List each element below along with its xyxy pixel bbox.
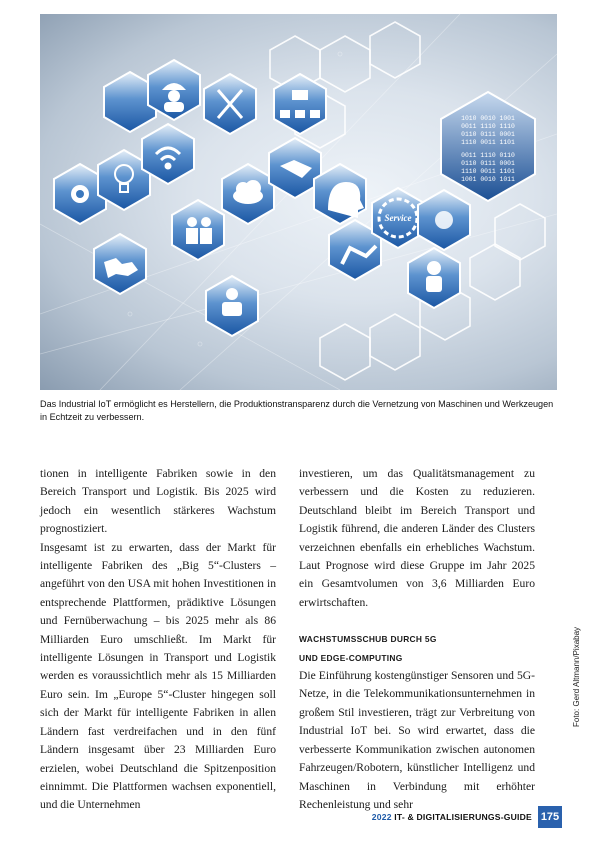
- section-heading-line: WACHSTUMSSCHUB DURCH 5G: [299, 634, 437, 645]
- photo-credit: Foto: Gerd Altmann/Pixabay: [572, 626, 581, 727]
- paragraph: tionen in intelligente Fabriken sowie in den Bereich Transport und Logistik. Bis 2025 wird jedoch ein wesentlich stärkeres Wachstum prognostiziert.: [40, 467, 276, 536]
- section-heading: [299, 630, 535, 667]
- iot-hexagon-photo: [40, 14, 557, 390]
- footer-year: 2022: [371, 812, 392, 822]
- page-number: 175: [538, 806, 562, 828]
- svg-text:1110 0011 1101: 1110 0011 1101: [461, 168, 515, 175]
- svg-text:1001 0010 1011: 1001 0010 1011: [461, 176, 515, 183]
- figure-caption: Das Industrial IoT ermöglicht es Herstellern, die Produktionstransparenz durch die Vernetzung von Maschinen und Werkzeugen in Echtzeit zu verbessern.: [40, 399, 554, 422]
- article-column-left: [40, 465, 276, 815]
- hexagon-network-illustration: [40, 14, 557, 390]
- footer-title: IT- & DIGITALISIERUNGS-GUIDE: [394, 812, 532, 822]
- svg-text:0110 0111 0001: 0110 0111 0001: [461, 131, 515, 138]
- svg-text:0011 1110 1110: 0011 1110 1110: [461, 123, 515, 130]
- section-heading-line: UND EDGE-COMPUTING: [299, 652, 403, 663]
- running-footer: [372, 812, 532, 822]
- paragraph: Die Einführung kostengünstiger Sensoren und 5G-Netze, in die Telekommunikationsunternehmen in großem Stil investieren, trägt zur Verbreitung von Industrial IoT bei. So wird erwartet, dass die verbesserte Kommunikation zwischen autonomen Fahrzeugen/Robotern, künstlicher Intelligenz und Maschinen in Verbindung mit erhöhter Rechenleistung und sehr: [299, 669, 535, 811]
- paragraph: Insgesamt ist zu erwarten, dass der Markt für intelligente Fabriken des „Big 5“-Clusters – angeführt von den USA mit hohen Investitionen in entsprechende Plattformen, prädiktive Lösungen und Fernüberwachung – bis 2025 mehr als 86 Milliarden Euro umschließt. Im Markt für intelligente Lösungen in Transport und Logistik werden es voraussichtlich mehr als 15 Milliarden Euro sein. Im „Europe 5“-Cluster hingegen soll sich der Markt für intelligente Fabriken in allen Ländern fast verdreifachen und in den fünf Ländern insgesamt über 23 Milliarden Euro erzielen, wobei Deutschland die Spitzenposition einnimmt. Die Plattformen wachsen exponentiell, und die Unternehmen: [40, 540, 276, 812]
- paragraph: investieren, um das Qualitätsmanagement zu verbessern und die Kosten zu reduzieren. Deutschland bleibt im Bereich Transport und Logistik führend, die anderen Länder des Clusters verzeichnen ebenfalls ein erhebliches Wachstum. Laut Prognose wird diese Gruppe im Jahr 2025 ein Gesamtvolumen von 3,6 Milliarden Euro erwirtschaften.: [299, 467, 535, 609]
- svg-text:Service: Service: [384, 213, 412, 223]
- connected-light-icon: [435, 211, 453, 229]
- gear-icon: [71, 185, 89, 203]
- robot-icon: [426, 261, 442, 292]
- svg-text:1010 0010 1001: 1010 0010 1001: [461, 115, 515, 122]
- svg-text:0011 1110 0110: 0011 1110 0110: [461, 152, 515, 159]
- svg-text:0110 0111 0001: 0110 0111 0001: [461, 160, 515, 167]
- article-column-right: [299, 465, 535, 814]
- binary-data-hexagon: [441, 92, 535, 201]
- svg-text:1110 0011 1101: 1110 0011 1101: [461, 139, 515, 146]
